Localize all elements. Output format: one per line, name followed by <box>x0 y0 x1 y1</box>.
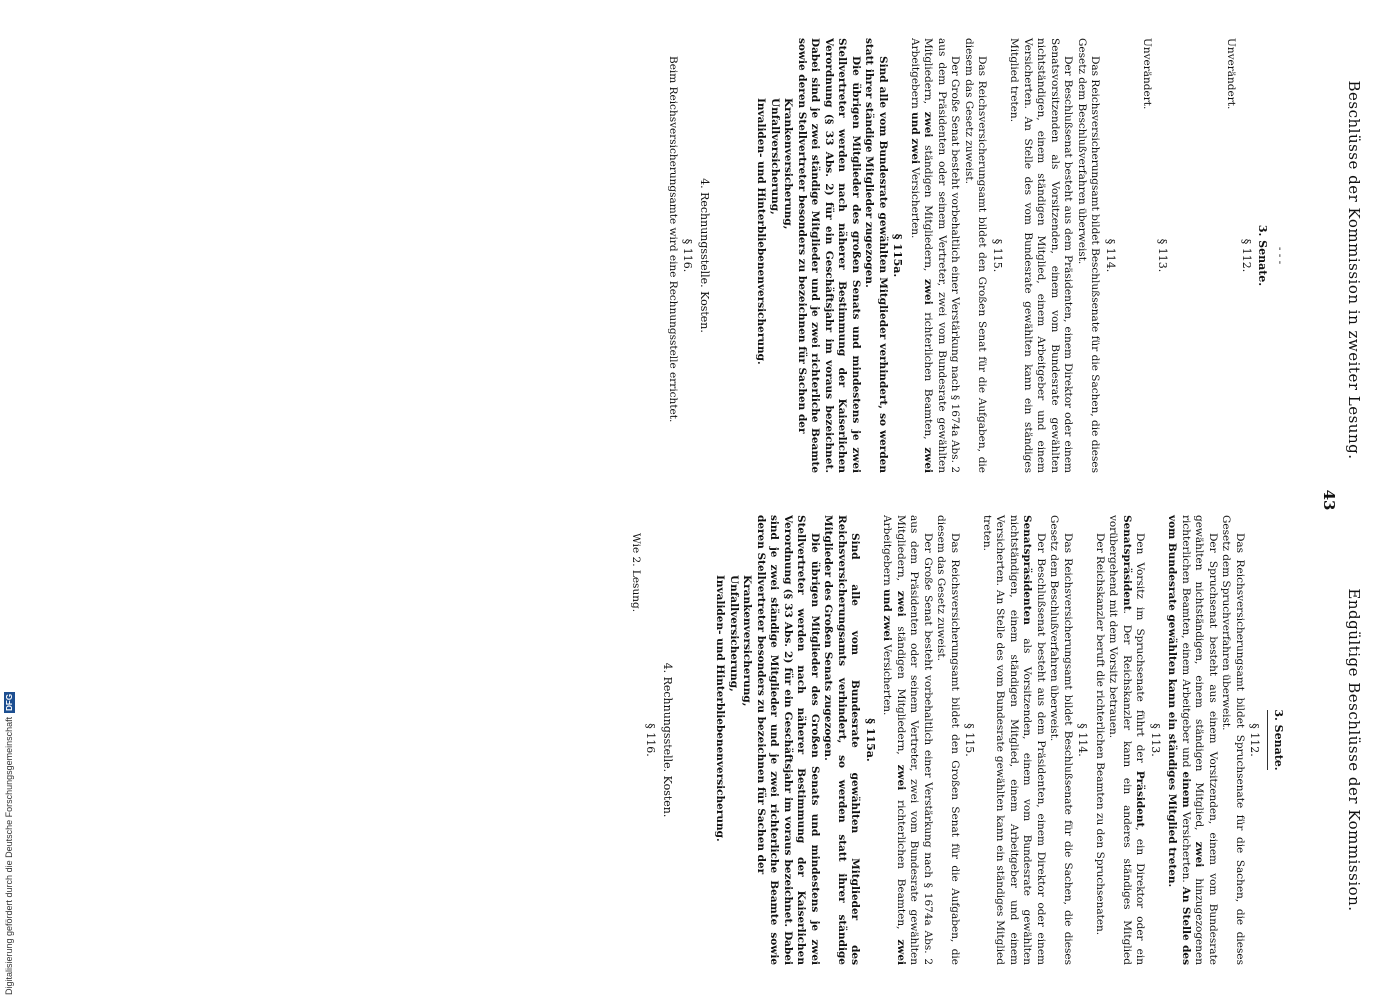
right-s113-p2: Der Reichskanzler beruft die richterlichen Beamten zu den Spruchsenaten. <box>1094 533 1106 936</box>
right-s116-title: § 116. <box>644 723 658 757</box>
right-s116-text: Wie 2. Lesung. <box>630 533 642 613</box>
right-s112-p2: Der Spruchsenat besteht aus einem Vorsitzenden, einem vom Bundesrate gewählten nichtständigen, einem ständigen Mitglied, zwei hinzugezogenen richterlichen Beamten, einem Arbeitgeber und einem Versicherten. An Stelle des vom Bundesrate gewählten kann ein ständiges Mitglied treten. <box>1166 515 1219 966</box>
left-s115-title: § 115. <box>991 238 1004 273</box>
left-s116-text: Beim Reichsversicherungsamte wird eine Rechnungsstelle errichtet. <box>667 56 679 423</box>
left-s112-text: Unverändert. <box>1225 38 1238 110</box>
dfg-logo: DFG <box>4 693 14 711</box>
left-section-title: 3. Senate. <box>1256 224 1270 287</box>
left-s113-title: § 113. <box>1156 238 1169 273</box>
left-s115a-list-2: Unfallversicherung, <box>769 98 781 215</box>
left-s115a-p1: Sind alle vom Bundesrate gewählten Mitglieder verhindert, so werden statt ihrer ständige Mitglieder zugezogen. <box>863 38 889 473</box>
right-s113-p1: Den Vorsitz im Spruchsenate führt der Präsident, ein Direktor oder ein Senatspräsident. Der Reichskanzler kann ein anderes ständiges Mitglied vorübergehend mit dem Vorsitz betrauen. <box>1107 515 1147 965</box>
right-s115a-list-1: Krankenversicherung, <box>741 575 754 707</box>
right-s115-p2: Der Große Senat besteht vorbehaltlich einer Verstärkung nach § 1674a Abs. 2 aus dem Präsidenten oder seinem Vertreter, zwei vom Bundesrate gewählten Mitgliedern, zwei ständigen Mitgliedern, zwei richterlichen Beamten, zwei Arbeitgebern und zwei Versicherten. <box>881 515 934 965</box>
right-s113-title: § 113. <box>1149 723 1162 757</box>
right-s115a-p1: Sind alle vom Bundesrate gewählten Mitglieder des Reichsversicherungsamts verhindert, so werden statt ihrer ständige Mitglieder des Großen Senats zugezogen. <box>822 515 862 965</box>
dfg-credit <box>2 0 16 995</box>
left-column <box>666 38 1289 473</box>
left-s114-p2: Der Beschlußsenat besteht aus dem Präsidenten, einem Direktor oder einem Senatsvorsitzenden als Vorsitzenden, einem vom Bundesrate gewählten nichtständigen, einem ständigen Mitglied, einem Arbeitgeber und einem Versicherten. An Stelle des vom Bundesrate gewählten kann ein ständiges Mitglied treten. <box>1008 38 1075 473</box>
dfg-credit-text: Digitalisierung gefördert durch die Deutsche Forschungsgemeinschaft <box>4 716 14 995</box>
right-section-title: 3. Senate. <box>1272 709 1285 771</box>
left-s115a-list-3: Invaliden- und Hinterbliebenenversicherung. <box>755 98 768 365</box>
left-sub4-title: 4. Rechnungsstelle. Kosten. <box>698 178 711 333</box>
right-s115-p1: Das Reichsversicherungsamt bildet den Großen Senat für die Aufgaben, die diesem das Gesetz zuweist. <box>935 515 961 965</box>
right-column <box>629 515 1289 965</box>
left-s115-p1: Das Reichsversicherungsamt bildet den Großen Senat für die Aufgaben, die diesem das Gesetz zuweist. <box>963 38 989 473</box>
left-s113-text: Unverändert. <box>1141 38 1154 110</box>
right-rule <box>1268 710 1269 770</box>
right-s114-title: § 114. <box>1076 723 1090 757</box>
left-s112-title: § 112. <box>1240 238 1253 273</box>
right-s114-p2: Der Beschlußsenat besteht aus dem Präsidenten, einem Direktor oder einem Senatspräsidenten als Vorsitzenden, einem vom Bundesrate gewählten nichtständigen, einem ständigen Mitglied, einem Arbeitgeber und einem Versicherten. An Stelle des vom Bundesrate gewählten kann ein ständiges Mitglied treten. <box>981 515 1047 965</box>
right-sub4-title: 4. Rechnungsstelle. Kosten. <box>661 662 674 818</box>
page-number: 43 <box>1320 489 1338 511</box>
right-column-heading: Endgültige Beschlüsse der Kommission. <box>1345 588 1363 912</box>
right-s112-p1: Das Reichsversicherungsamt bildet Spruchsenate für die Sachen, die dieses Gesetz dem Spruchverfahren überweist. <box>1220 515 1246 965</box>
left-s115a-list-1: Krankenversicherung, <box>782 98 795 230</box>
right-s115a-list-3: Invaliden- und Hinterbliebenenversicherung. <box>714 575 727 842</box>
right-s115a-list-2: Unfallversicherung, <box>728 575 740 692</box>
left-dash: - - - <box>1274 246 1286 265</box>
right-s114-p1: Das Reichsversicherungsamt bildet Beschlußsenate für die Sachen, die dieses Gesetz dem Beschlußverfahren überweist. <box>1048 515 1074 965</box>
right-s115a-p2: Die übrigen Mitglieder des Großen Senats und mindestens je zwei Stellvertreter werden nach näherer Bestimmung der Kaiserlichen Verordnung (§ 33 Abs. 2) für ein Geschäftsjahr im voraus bezeichnet. Dabei sind je zwei ständige Mitglieder und je zwei richterliche Beamte sowie deren Stellvertreter besonders zu bezeichnen für Sachen der <box>755 515 821 965</box>
left-s115a-p2: Die übrigen Mitglieder des großen Senats und mindestens je zwei Stellvertreter werden nach näherer Bestimmung der Kaiserlichen Verordnung (§ 33 Abs. 2) für ein Geschäftsjahr im voraus bezeichnet. Dabei sind je zwei ständige Mitglieder und je zwei richterliche Beamte sowie deren Stellvertreter besonders zu bezeichnen für Sachen der <box>796 38 862 473</box>
right-s112-title: § 112. <box>1248 723 1262 757</box>
left-s114-title: § 114. <box>1104 238 1117 273</box>
right-s115a-title: § 115a. <box>864 718 877 762</box>
left-s114-p1: Das Reichsversicherungsamt bildet Beschlußsenate für die Sachen, die dieses Gesetz dem Beschlußverfahren überweist. <box>1076 38 1102 473</box>
left-s115a-title: § 115a. <box>891 233 905 278</box>
right-s115-title: § 115. <box>963 723 977 757</box>
left-s116-title: § 116. <box>681 238 695 273</box>
left-column-heading: Beschlüsse der Kommission in zweiter Lesung. <box>1345 80 1363 460</box>
left-s115-p2: Der Große Senat besteht vorbehaltlich einer Verstärkung nach § 1674a Abs. 2 aus dem Präsidenten oder seinem Vertreter, zwei vom Bundesrate gewählten Mitgliedern, zwei ständigen Mitgliedern, zwei richterlichen Beamten, zwei Arbeitgebern und zwei Versicherten. <box>909 38 962 473</box>
